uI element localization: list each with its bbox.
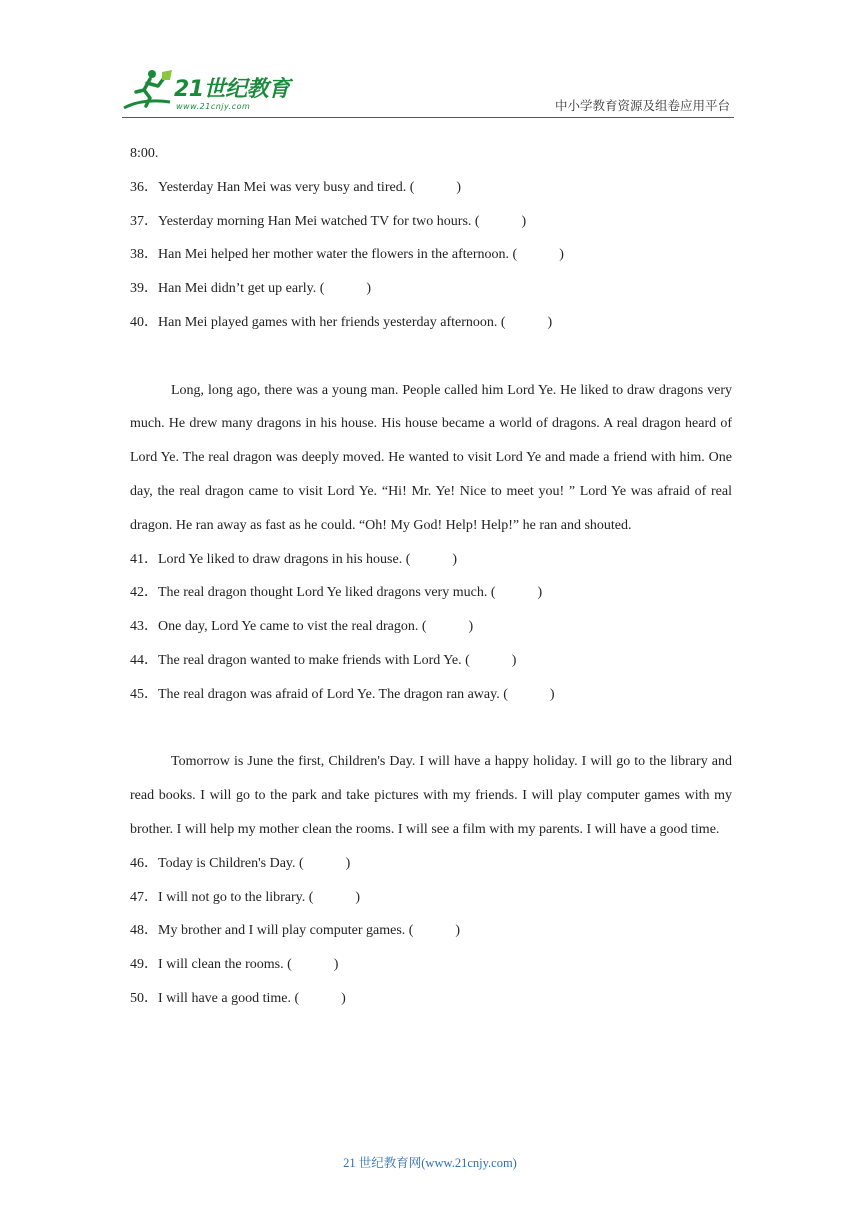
question-text: I will not go to the library. ( ) [158, 889, 361, 905]
page-footer[interactable]: 21 世纪教育网(www.21cnjy.com) [343, 1156, 517, 1170]
question-number: 40． [130, 314, 158, 330]
question-36 [130, 171, 732, 205]
question-group-36-40 [130, 171, 732, 340]
spacer [130, 712, 732, 746]
question-39 [130, 272, 732, 306]
question-number: 47． [130, 889, 158, 905]
question-number: 37． [130, 213, 158, 229]
question-number: 48． [130, 923, 158, 939]
reading-passage-lord-ye: Long, long ago, there was a young man. People called him Lord Ye. He liked to draw dragons very much. He drew many dragons in his house. His house became a world of dragons. A real dragon heard of Lord Ye. The real dragon was deeply moved. He wanted to visit Lord Ye and made a friend with him. One day, the real dragon came to visit Lord Ye. “Hi! Mr. Ye! Nice to meet you! ” Lord Ye was afraid of real dragon. He ran away as fast as he could. “Oh! My God! Help! Help!” he ran and shouted. [130, 382, 732, 533]
question-50 [130, 982, 732, 1016]
question-text: The real dragon was afraid of Lord Ye. The dragon ran away. ( ) [158, 686, 555, 702]
logo-url: www.21cnjy.com [176, 102, 251, 111]
question-number: 39． [130, 281, 158, 297]
question-text: Yesterday morning Han Mei watched TV for two hours. ( ) [158, 213, 527, 229]
question-text: Lord Ye liked to draw dragons in his house. ( ) [158, 551, 458, 567]
question-text: One day, Lord Ye came to vist the real dragon. ( ) [158, 619, 474, 635]
question-number: 38． [130, 247, 158, 263]
question-number: 42． [130, 585, 158, 601]
question-37 [130, 205, 732, 239]
question-text: The real dragon thought Lord Ye liked dragons very much. ( ) [158, 585, 543, 601]
question-text: Han Mei played games with her friends yesterday afternoon. ( ) [158, 314, 553, 330]
question-text: Yesterday Han Mei was very busy and tired. ( ) [158, 179, 462, 195]
question-42 [130, 576, 732, 610]
runner-logo-icon [122, 68, 174, 112]
question-45 [130, 678, 732, 712]
question-46 [130, 847, 732, 881]
continued-fragment: 8:00. [130, 146, 159, 161]
question-text: My brother and I will play computer games. ( ) [158, 923, 461, 939]
site-logo[interactable] [122, 68, 292, 116]
question-text: Han Mei didn’t get up early. ( ) [158, 281, 372, 297]
question-49 [130, 948, 732, 982]
question-38 [130, 238, 732, 272]
page-header [0, 0, 860, 130]
question-text: I will clean the rooms. ( ) [158, 957, 339, 973]
question-text: The real dragon wanted to make friends with Lord Ye. ( ) [158, 652, 517, 668]
question-text: Han Mei helped her mother water the flowers in the afternoon. ( ) [158, 247, 564, 263]
spacer [130, 340, 732, 374]
question-number: 45． [130, 686, 158, 702]
question-number: 43． [130, 619, 158, 635]
question-number: 44． [130, 652, 158, 668]
question-group-41-45 [130, 543, 732, 712]
question-number: 50． [130, 990, 158, 1006]
question-43 [130, 610, 732, 644]
question-number: 36． [130, 179, 158, 195]
question-text: Today is Children's Day. ( ) [158, 855, 351, 871]
question-text: I will have a good time. ( ) [158, 990, 346, 1006]
logo-text: 21世纪教育 [174, 77, 290, 102]
document-body [130, 137, 732, 1016]
question-number: 49． [130, 957, 158, 973]
reading-passage-childrens-day: Tomorrow is June the first, Children's Day. I will have a happy holiday. I will go to the library and read books. I will go to the park and take pictures with my friends. I will play computer games with my brother. I will help my mother clean the rooms. I will see a film with my parents. I will have a good time. [130, 754, 732, 837]
platform-tagline: 中小学教育资源及组卷应用平台 [554, 98, 730, 113]
question-47 [130, 881, 732, 915]
question-41 [130, 543, 732, 577]
question-44 [130, 644, 732, 678]
question-number: 46． [130, 855, 158, 871]
question-48 [130, 914, 732, 948]
question-40 [130, 306, 732, 340]
header-divider [122, 117, 734, 118]
question-group-46-50 [130, 847, 732, 1016]
question-number: 41． [130, 551, 158, 567]
